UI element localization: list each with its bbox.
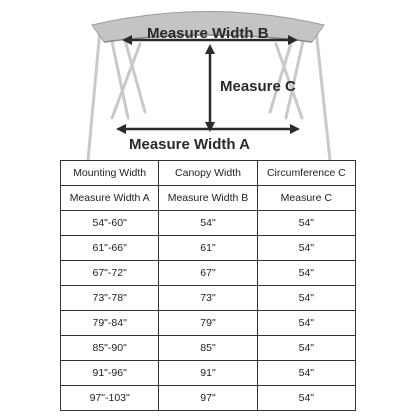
subheader-measure-c: Measure C (257, 186, 355, 211)
cell-mounting: 85"-90" (61, 336, 159, 361)
subheader-measure-a: Measure Width A (61, 186, 159, 211)
label-measure-width-b: Measure Width B (147, 25, 269, 42)
table-row (61, 361, 356, 386)
table-row (61, 261, 356, 286)
table-row (61, 336, 356, 361)
cell-circumference: 54" (257, 336, 355, 361)
table-row (61, 311, 356, 336)
table-row (61, 286, 356, 311)
cell-circumference: 54" (257, 211, 355, 236)
cell-circumference: 54" (257, 311, 355, 336)
label-measure-c: Measure C (220, 78, 296, 95)
cell-mounting: 54"-60" (61, 211, 159, 236)
cell-canopy: 85" (159, 336, 257, 361)
cell-mounting: 91"-96" (61, 361, 159, 386)
subheader-measure-b: Measure Width B (159, 186, 257, 211)
label-measure-width-a: Measure Width A (129, 136, 250, 153)
size-chart-table (60, 160, 356, 411)
cell-circumference: 54" (257, 361, 355, 386)
cell-circumference: 54" (257, 236, 355, 261)
cell-circumference: 54" (257, 261, 355, 286)
arrow-measure-c (205, 44, 215, 132)
cell-canopy: 97" (159, 386, 257, 411)
header-mounting-width: Mounting Width (61, 161, 159, 186)
table-row (61, 386, 356, 411)
cell-mounting: 61"-66" (61, 236, 159, 261)
table-header-row (61, 161, 356, 186)
cell-mounting: 97"-103" (61, 386, 159, 411)
table-row (61, 211, 356, 236)
cell-canopy: 79" (159, 311, 257, 336)
cell-canopy: 73" (159, 286, 257, 311)
cell-circumference: 54" (257, 386, 355, 411)
cell-canopy: 54" (159, 211, 257, 236)
cell-canopy: 67" (159, 261, 257, 286)
header-circumference: Circumference C (257, 161, 355, 186)
cell-mounting: 73"-78" (61, 286, 159, 311)
cell-mounting: 79"-84" (61, 311, 159, 336)
header-canopy-width: Canopy Width (159, 161, 257, 186)
cell-circumference: 54" (257, 286, 355, 311)
cell-canopy: 91" (159, 361, 257, 386)
table-subheader-row (61, 186, 356, 211)
table-row (61, 236, 356, 261)
cell-mounting: 67"-72" (61, 261, 159, 286)
canopy-diagram (0, 0, 416, 160)
cell-canopy: 61" (159, 236, 257, 261)
